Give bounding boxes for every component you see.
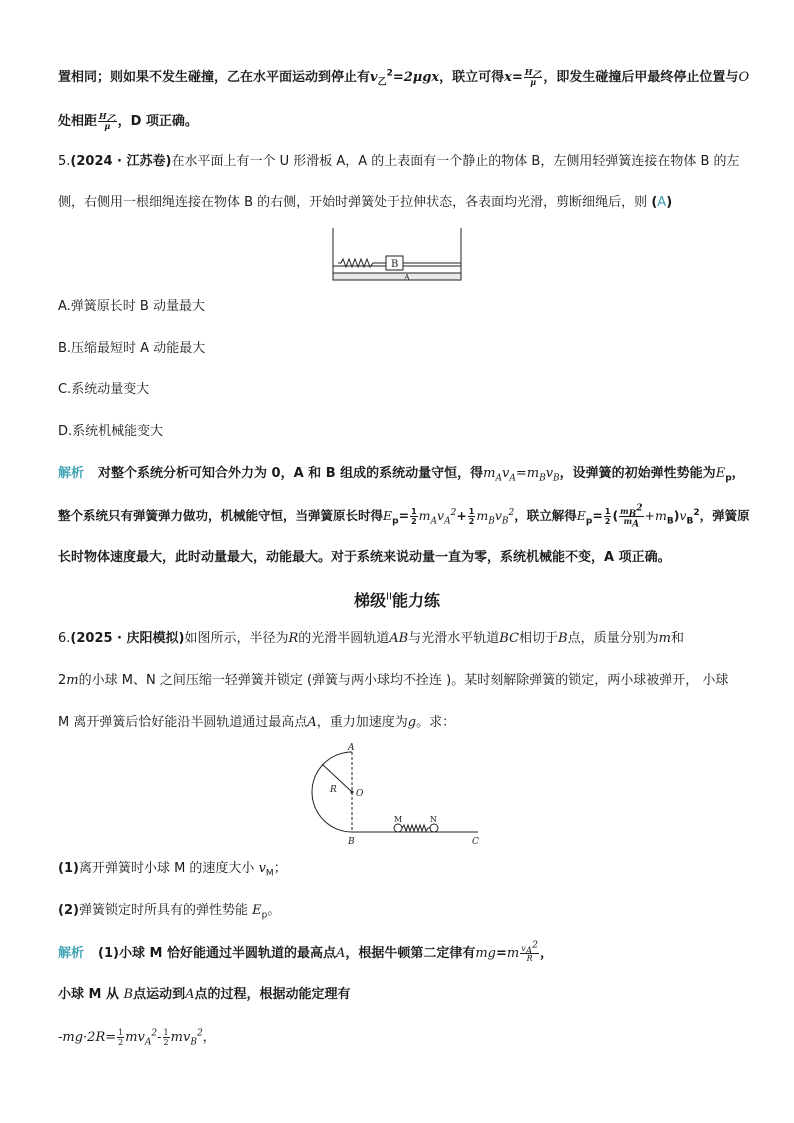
text: B [501,516,509,527]
text: μ [530,77,537,87]
text: B [666,516,674,527]
q5-option-a: A.弹簧原长时 B 动量最大 [58,299,205,314]
question-source: (2024 · 江苏卷) [70,154,172,169]
section-title [0,588,794,611]
text: 1 [411,507,417,516]
text: v [258,861,266,876]
text: =m [515,466,540,481]
text: 梯级 [354,591,387,610]
text: m [483,466,496,481]
label-n: N [430,815,437,824]
equation [418,507,457,527]
text: 2 [450,507,457,518]
text: ，重力加速度为 [316,715,408,730]
text: AB [389,631,409,646]
text: R [288,631,299,646]
text: 1 [604,507,611,516]
text: 1 [468,507,475,516]
question-source: (2025 · 庆阳模拟) [70,631,185,646]
text: 2 [196,1028,203,1039]
text: m [623,516,633,526]
text: mv [125,1030,145,1045]
text: A [495,473,502,484]
text: p [585,516,593,527]
q6-analysis-line-1 [58,940,738,963]
text: = [511,70,523,85]
text: ( [612,508,619,523]
text: E [576,508,586,523]
text: 的小球 M、N 之间压缩一轻弹簧并锁定 (弹簧与两小球均不拴连 )。某时刻解除弹簧的锁定，两小球被弹开， 小球 [78,673,729,688]
fraction [163,1028,170,1047]
fraction [619,503,643,530]
text: B [123,987,134,1002]
q6-stem-line-1 [58,630,738,648]
text: ，即发生碰撞后甲最终停止位置与 [543,70,739,85]
analysis-label: 解析 [58,946,85,961]
text: v [501,466,510,481]
text: R [526,954,533,963]
text: A [632,519,640,530]
text: 乙 [106,114,116,125]
text: (2) [58,903,79,918]
text: A [144,1037,152,1048]
text: (1) [58,861,79,876]
q5-option-b: B.压缩最短时 A 动能最大 [58,341,206,356]
q5-option-d: D.系统机械能变大 [58,424,164,439]
text: 2 [58,673,67,688]
text: 。 [267,903,281,918]
text: B [553,473,560,484]
text: = [398,508,410,523]
text: mv [170,1030,191,1045]
fraction [524,68,543,87]
q5-stem-line-2 [58,194,738,212]
prev-solution-line-2 [58,112,738,131]
text: v [679,508,687,523]
text: II [386,591,392,603]
text: E [252,903,262,918]
text: 弹簧锁定时所具有的弹性势能 [78,903,248,918]
text: 与光滑水平轨道 [408,631,500,646]
label-c: C [472,837,479,847]
text: BC [499,631,520,646]
text: v [545,466,554,481]
text: g [407,715,417,730]
q6-stem-line-2 [58,672,738,690]
text: 2 [508,507,515,518]
q6-subquestion-2 [58,902,738,920]
text: m [476,508,489,523]
fraction [604,507,612,526]
text: ，弹簧原 [699,508,750,523]
text: ，联立解得 [514,508,577,523]
prev-solution-line-1 [58,67,750,88]
text: +m [644,508,667,523]
fraction [117,1028,124,1047]
text: = [496,946,507,961]
text: -mg·2R= [58,1030,117,1045]
q5-analysis-line-2 [58,503,750,530]
fraction [98,112,117,131]
text: ( [651,195,658,210]
text: ，根据牛顿第二定律有 [345,946,476,961]
text: 1 [118,1028,124,1037]
text: v [521,944,526,953]
text: ， [202,1030,216,1045]
text: 对整个系统分析可知合外力为 0，A 和 B 组成的系统动量守恒，得 [98,466,484,481]
text: 点的过程，根据动能定理有 [194,987,351,1002]
label-b: B [348,837,355,847]
text: 2 [411,517,417,526]
text: ) [666,195,673,210]
text: =2μgx [392,70,440,85]
text: 2 [163,1038,169,1047]
text: 侧，右侧用一根细绳连接在物体 B 的右侧，开始时弹簧处于拉伸状态，各表面均光滑，剪断细绳后，则 [58,195,648,210]
q6-analysis-line-3 [58,1028,738,1047]
answer-choice: A [657,195,667,210]
text: 如图所示，半径为 [184,631,289,646]
text: 处相距 [58,114,98,129]
text: B [686,516,694,527]
text: B [190,1037,197,1048]
question-number: 5. [58,154,71,169]
text: p [261,910,268,921]
text: 点，质量分别为 [567,631,659,646]
text: A [509,473,516,484]
fraction [410,507,418,526]
q5-stem-line-1 [58,153,738,171]
q5-option-c: C.系统动量变大 [58,382,150,397]
text: B [628,509,637,520]
text: 。求： [416,715,456,730]
text: mg [475,946,497,961]
equation [483,466,560,484]
text: 2 [386,68,393,79]
text: ) [673,508,680,523]
text: M [265,868,274,879]
text: (1) [98,946,119,961]
q6-subquestion-1 [58,860,738,878]
text: 2 [636,503,643,514]
text: E [715,466,726,481]
text: m [658,631,671,646]
text: H [524,67,533,77]
text: μ [104,121,111,131]
label-b: B [391,259,399,270]
label-r: R [330,785,337,795]
q5-figure-u-board [330,226,464,284]
text: ， [540,946,554,961]
question-number: 6. [58,631,71,646]
equation [476,507,515,527]
text: A [335,946,346,961]
analysis-label: 解析 [58,466,85,481]
text: p [725,473,732,484]
text: A [430,516,438,527]
fraction [468,507,476,526]
text: 能力练 [391,591,440,610]
text: 乙 [377,77,387,88]
text: m [620,506,629,516]
fraction [520,940,539,963]
text: O [738,70,750,85]
text: 整个系统只有弹簧弹力做功，机械能守恒，当弹簧原长时得 [58,508,384,523]
text: ，D 项正确。 [117,114,198,129]
text: 2 [693,507,700,518]
text: 2 [468,517,475,526]
text: + [456,508,467,523]
label-o: O [356,789,364,799]
text: B [558,631,568,646]
text: B [539,473,546,484]
q6-analysis-line-2 [58,986,738,1004]
text: A [185,987,195,1002]
text: ，设弹簧的初始弹性势能为 [559,466,716,481]
q5-analysis-line-3: 长时物体速度最大，此时动量最大，动能最大。对于系统来说动量一直为零，系统机械能不变，A 项正确。 [58,550,671,565]
label-a: A [404,273,410,282]
text: 相切于 [519,631,559,646]
text: m [418,508,431,523]
text: 乙 [532,70,542,81]
text: v [370,70,378,85]
text: M 离开弹簧后恰好能沿半圆轨道通过最高点 [58,715,308,730]
text: 和 [670,631,684,646]
text: - [157,1030,162,1045]
label-m: M [394,815,403,824]
q6-stem-line-3 [58,714,738,732]
text: ， [731,466,745,481]
text: 在水平面上有一个 U 形滑板 A，A 的上表面有一个静止的物体 B，左侧用轻弹簧连接在物体 B 的左 [171,154,740,169]
text: 1 [163,1028,169,1037]
text: 2 [604,517,611,526]
text: 的光滑半圆轨道 [298,631,390,646]
text: 小球 M 从 [58,987,119,1002]
text: x [504,70,512,85]
text: 离开弹簧时小球 M 的速度大小 [78,861,255,876]
q5-analysis-line-1 [58,465,745,484]
text: H [99,111,107,121]
text: v [494,508,502,523]
text: 小球 M 恰好能通过半圆轨道的最高点 [118,946,336,961]
text: A [444,516,451,527]
text: 2 [532,940,539,951]
text: E [383,508,393,523]
text: 点运动到 [133,987,186,1002]
q6-figure-semicircle-track [300,740,490,850]
text: m [506,946,520,961]
text: 置相同；则如果不发生碰撞，乙在水平面运动到停止有 [58,70,371,85]
text: ，联立可得 [439,70,505,85]
text: 2 [151,1028,158,1039]
text: m [66,673,79,688]
text: 2 [118,1038,124,1047]
text: A [307,715,317,730]
text: v [437,508,445,523]
label-a: A [348,743,355,753]
text: = [592,508,603,523]
text: B [488,516,495,527]
text: ； [273,861,287,876]
text: p [392,516,399,527]
text: A [525,946,533,957]
